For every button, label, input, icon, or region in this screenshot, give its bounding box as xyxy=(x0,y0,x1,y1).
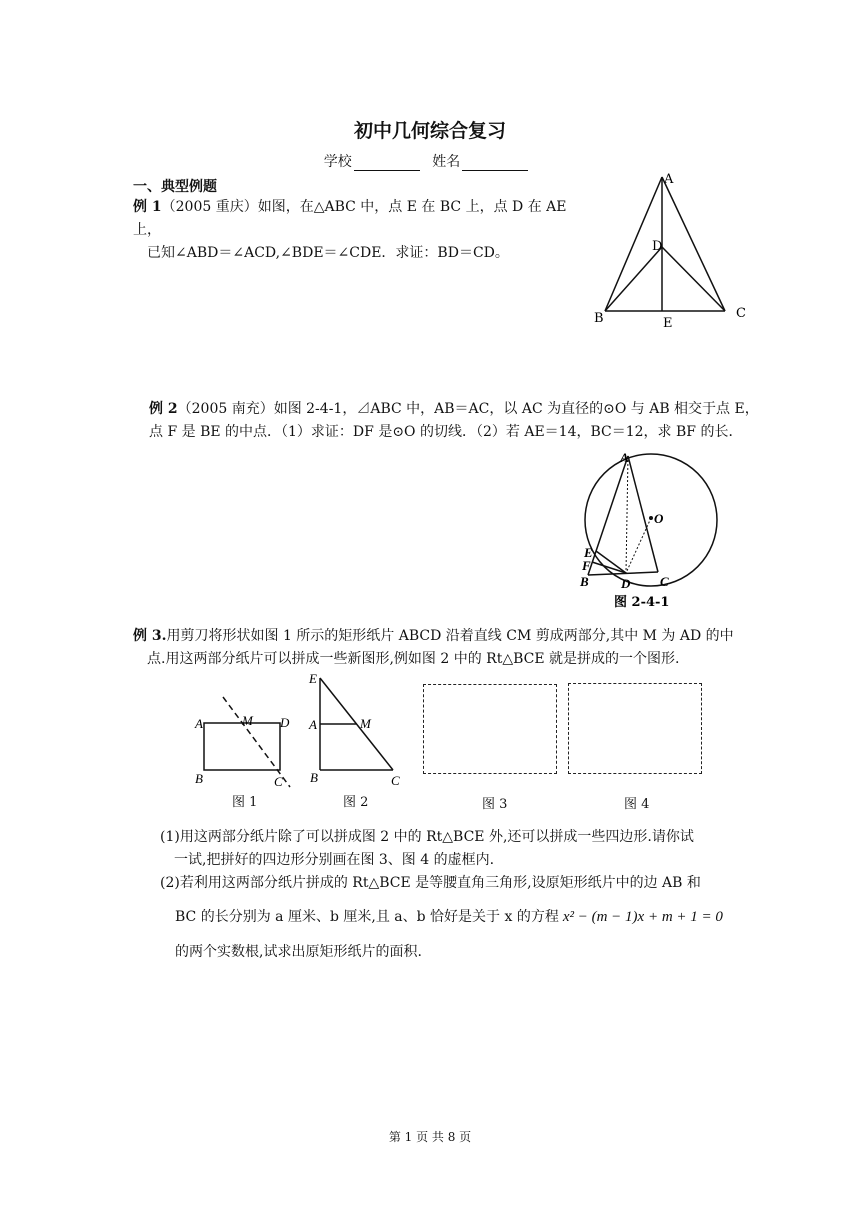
figure-1 xyxy=(190,695,300,795)
example-2-figure xyxy=(570,440,740,615)
example-3-line-1: 例 3.用剪刀将形状如图 1 所示的矩形纸片 ABCD 沿着直线 CM 剪成两部分,其中 M 为 AD 的中 xyxy=(133,628,734,644)
label-E: E xyxy=(584,545,593,560)
section-heading: 一、典型例题 xyxy=(133,179,217,195)
figure-1-caption: 图 1 xyxy=(232,795,258,810)
example-2-line-1: 例 2（2005 南充）如图 2-4-1，⊿ABC 中，AB＝AC，以 AC 为直径的⊙O 与 AB 相交于点 E， xyxy=(149,401,759,417)
label-C: C xyxy=(391,773,400,788)
label-A: A xyxy=(664,172,674,187)
school-label: 学校 xyxy=(323,154,352,170)
example-2-label: 例 2 xyxy=(149,401,178,417)
example-2-line-2: 点 F 是 BE 的中点．（1）求证：DF 是⊙O 的切线．（2）若 AE＝14，BC＝12，求 BF 的长． xyxy=(149,424,743,440)
label-A: A xyxy=(195,716,203,731)
label-O: O xyxy=(654,511,664,526)
label-B: B xyxy=(195,771,203,786)
label-D: D xyxy=(621,576,631,591)
example-1-figure xyxy=(585,165,755,335)
name-blank xyxy=(462,156,528,171)
question-1-line-1: (1)用这两部分纸片除了可以拼成图 2 中的 Rt△BCE 外,还可以拼成一些四边形.请你试 xyxy=(160,829,694,845)
figure-2 xyxy=(305,670,415,790)
example-1-line-2: 已知∠ABD＝∠ACD,∠BDE＝∠CDE．求证：BD＝CD。 xyxy=(147,245,509,261)
label-A: A xyxy=(620,450,629,465)
label-E: E xyxy=(663,316,673,331)
label-B: B xyxy=(310,770,318,785)
label-C: C xyxy=(660,574,669,589)
question-2-line-2: BC 的长分别为 a 厘米、b 厘米,且 a、b 恰好是关于 x 的方程 x² − (m − 1)x + m + 1 = 0 xyxy=(175,909,723,925)
label-M: M xyxy=(242,713,253,728)
label-E: E xyxy=(309,671,317,686)
question-1-line-2: 一试,把拼好的四边形分别画在图 3、图 4 的虚框内. xyxy=(174,852,495,868)
question-1 xyxy=(160,826,750,872)
example-1-line-1: 例 1（2005 重庆）如图，在△ABC 中，点 E 在 BC 上，点 D 在 AE 上， xyxy=(133,199,567,238)
equation: x² − (m − 1)x + m + 1 = 0 xyxy=(562,909,723,925)
school-blank xyxy=(354,156,420,171)
label-D: D xyxy=(652,239,663,254)
question-2-line-1: (2)若利用这两部分纸片拼成的 Rt△BCE 是等腰直角三角形,设原矩形纸片中的边 AB 和 xyxy=(160,875,701,891)
question-2-line-3: 的两个实数根,试求出原矩形纸片的面积. xyxy=(175,944,422,960)
label-C: C xyxy=(274,774,283,789)
figure-3-caption: 图 3 xyxy=(482,797,508,812)
label-B: B xyxy=(594,311,604,326)
label-B: B xyxy=(580,574,589,589)
label-C: C xyxy=(736,306,746,321)
label-F: F xyxy=(582,558,591,573)
name-label: 姓名 xyxy=(432,154,461,170)
label-D: D xyxy=(280,715,290,730)
example-2 xyxy=(149,398,769,444)
example-1-label: 例 1 xyxy=(133,199,162,215)
example-3-label: 例 3. xyxy=(133,628,167,644)
figure-2-caption: 图 2 xyxy=(343,795,369,810)
figure-4-caption: 图 4 xyxy=(624,797,650,812)
figure-4-drawing-box[interactable] xyxy=(568,683,702,774)
example-1 xyxy=(133,196,593,265)
figure-caption: 图 2-4-1 xyxy=(614,595,670,610)
label-M: M xyxy=(360,716,371,731)
figure-3-drawing-box[interactable] xyxy=(423,684,557,774)
page-footer: 第 1 页 共 8 页 xyxy=(388,1130,472,1144)
example-3 xyxy=(133,625,743,671)
example-3-line-2: 点.用这两部分纸片可以拼成一些新图形,例如图 2 中的 Rt△BCE 就是拼成的一个图形. xyxy=(147,651,680,667)
page-title: 初中几何综合复习 xyxy=(353,120,506,142)
label-A: A xyxy=(309,717,317,732)
